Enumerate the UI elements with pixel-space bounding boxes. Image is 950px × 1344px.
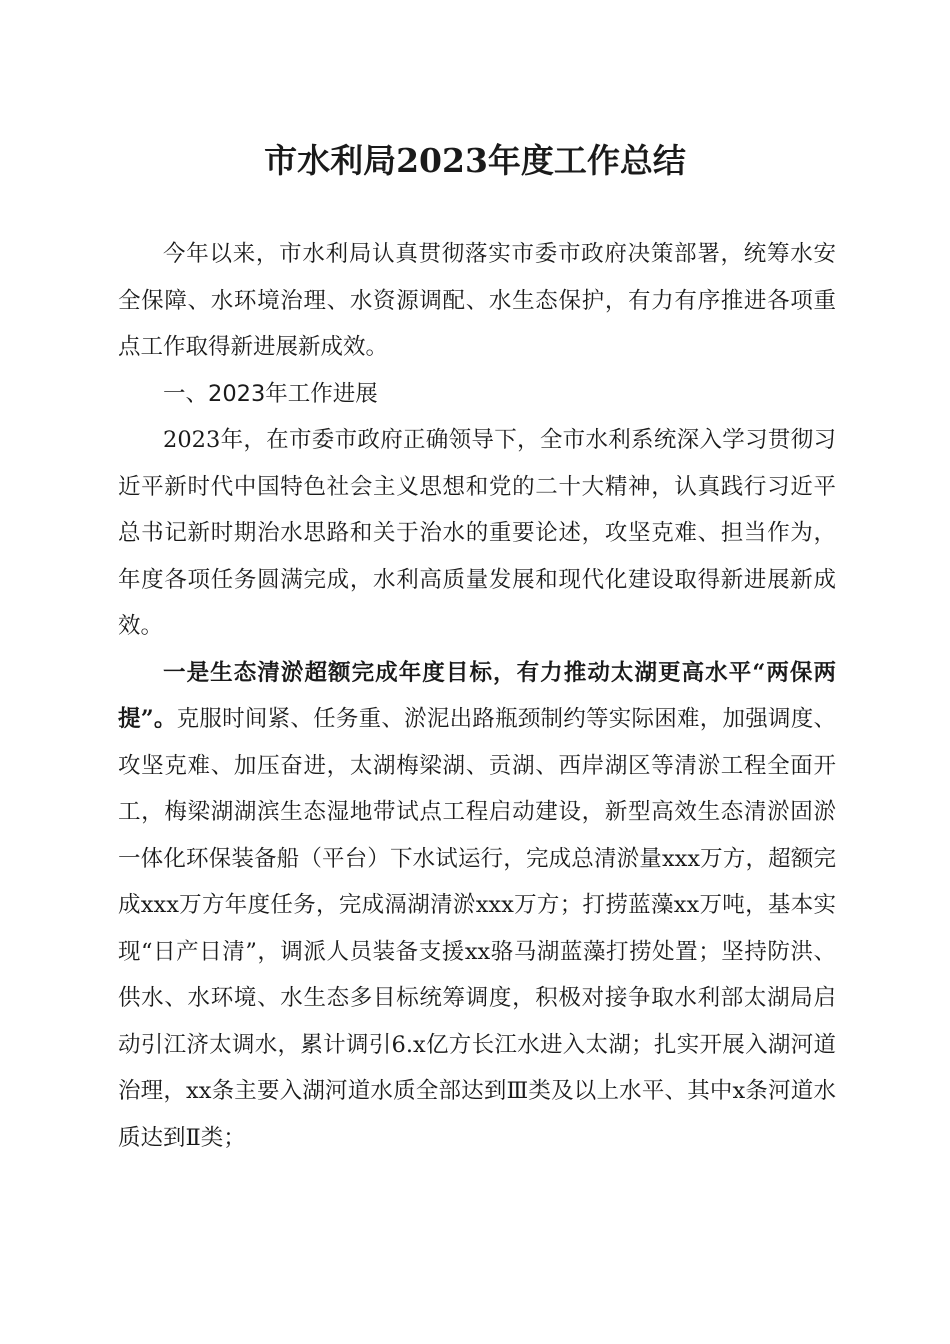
intro-paragraph: 今年以来，市水利局认真贯彻落实市委市政府决策部署，统筹水安全保障、水环境治理、水资源调配、水生态保护，有力有序推进各项重点工作取得新进展新成效。 bbox=[118, 241, 836, 360]
document-body bbox=[118, 231, 836, 1161]
section-heading: 一、2023年工作进展 bbox=[163, 380, 378, 407]
overview-paragraph: 2023年，在市委市政府正确领导下，全市水利系统深入学习贯彻习近平新时代中国特色社会主义思想和党的二十大精神，认真践行习近平总书记新时期治水思路和关于治水的重要论述，攻坚克难、担当作为，年度各项任务圆满完成，水利高质量发展和现代化建设取得新进展新成效。 bbox=[118, 427, 836, 639]
point1-body: 克服时间紧、任务重、淤泥出路瓶颈制约等实际困难，加强调度、攻坚克难、加压奋进，太湖梅梁湖、贡湖、西岸湖区等清淤工程全面开工，梅梁湖湖滨生态湿地带试点工程启动建设，新型高效生态清淤固淤一体化环保装备船（平台）下水试运行，完成总清淤量xxx万方，超额完成xxx万方年度任务，完成滆湖清淤xxx万方；打捞蓝藻xx万吨，基本实现“日产日清”，调派人员装备支援xx骆马湖蓝藻打捞处置；坚持防洪、供水、水环境、水生态多目标统筹调度，积极对接争取水利部太湖局启动引江济太调水，累计调引6.x亿方长江水进入太湖；扎实开展入湖河道治理，xx条主要入湖河道水质全部达到Ⅲ类及以上水平、其中x条河道水质达到Ⅱ类； bbox=[118, 706, 836, 1151]
document-title: 市水利局2023年度工作总结 bbox=[264, 141, 686, 180]
point1-lead: 一是生态清淤超额完成年度目标，有力推动太湖更高水平“两保两提”。 bbox=[118, 659, 836, 732]
point1-paragraph bbox=[118, 650, 836, 1162]
